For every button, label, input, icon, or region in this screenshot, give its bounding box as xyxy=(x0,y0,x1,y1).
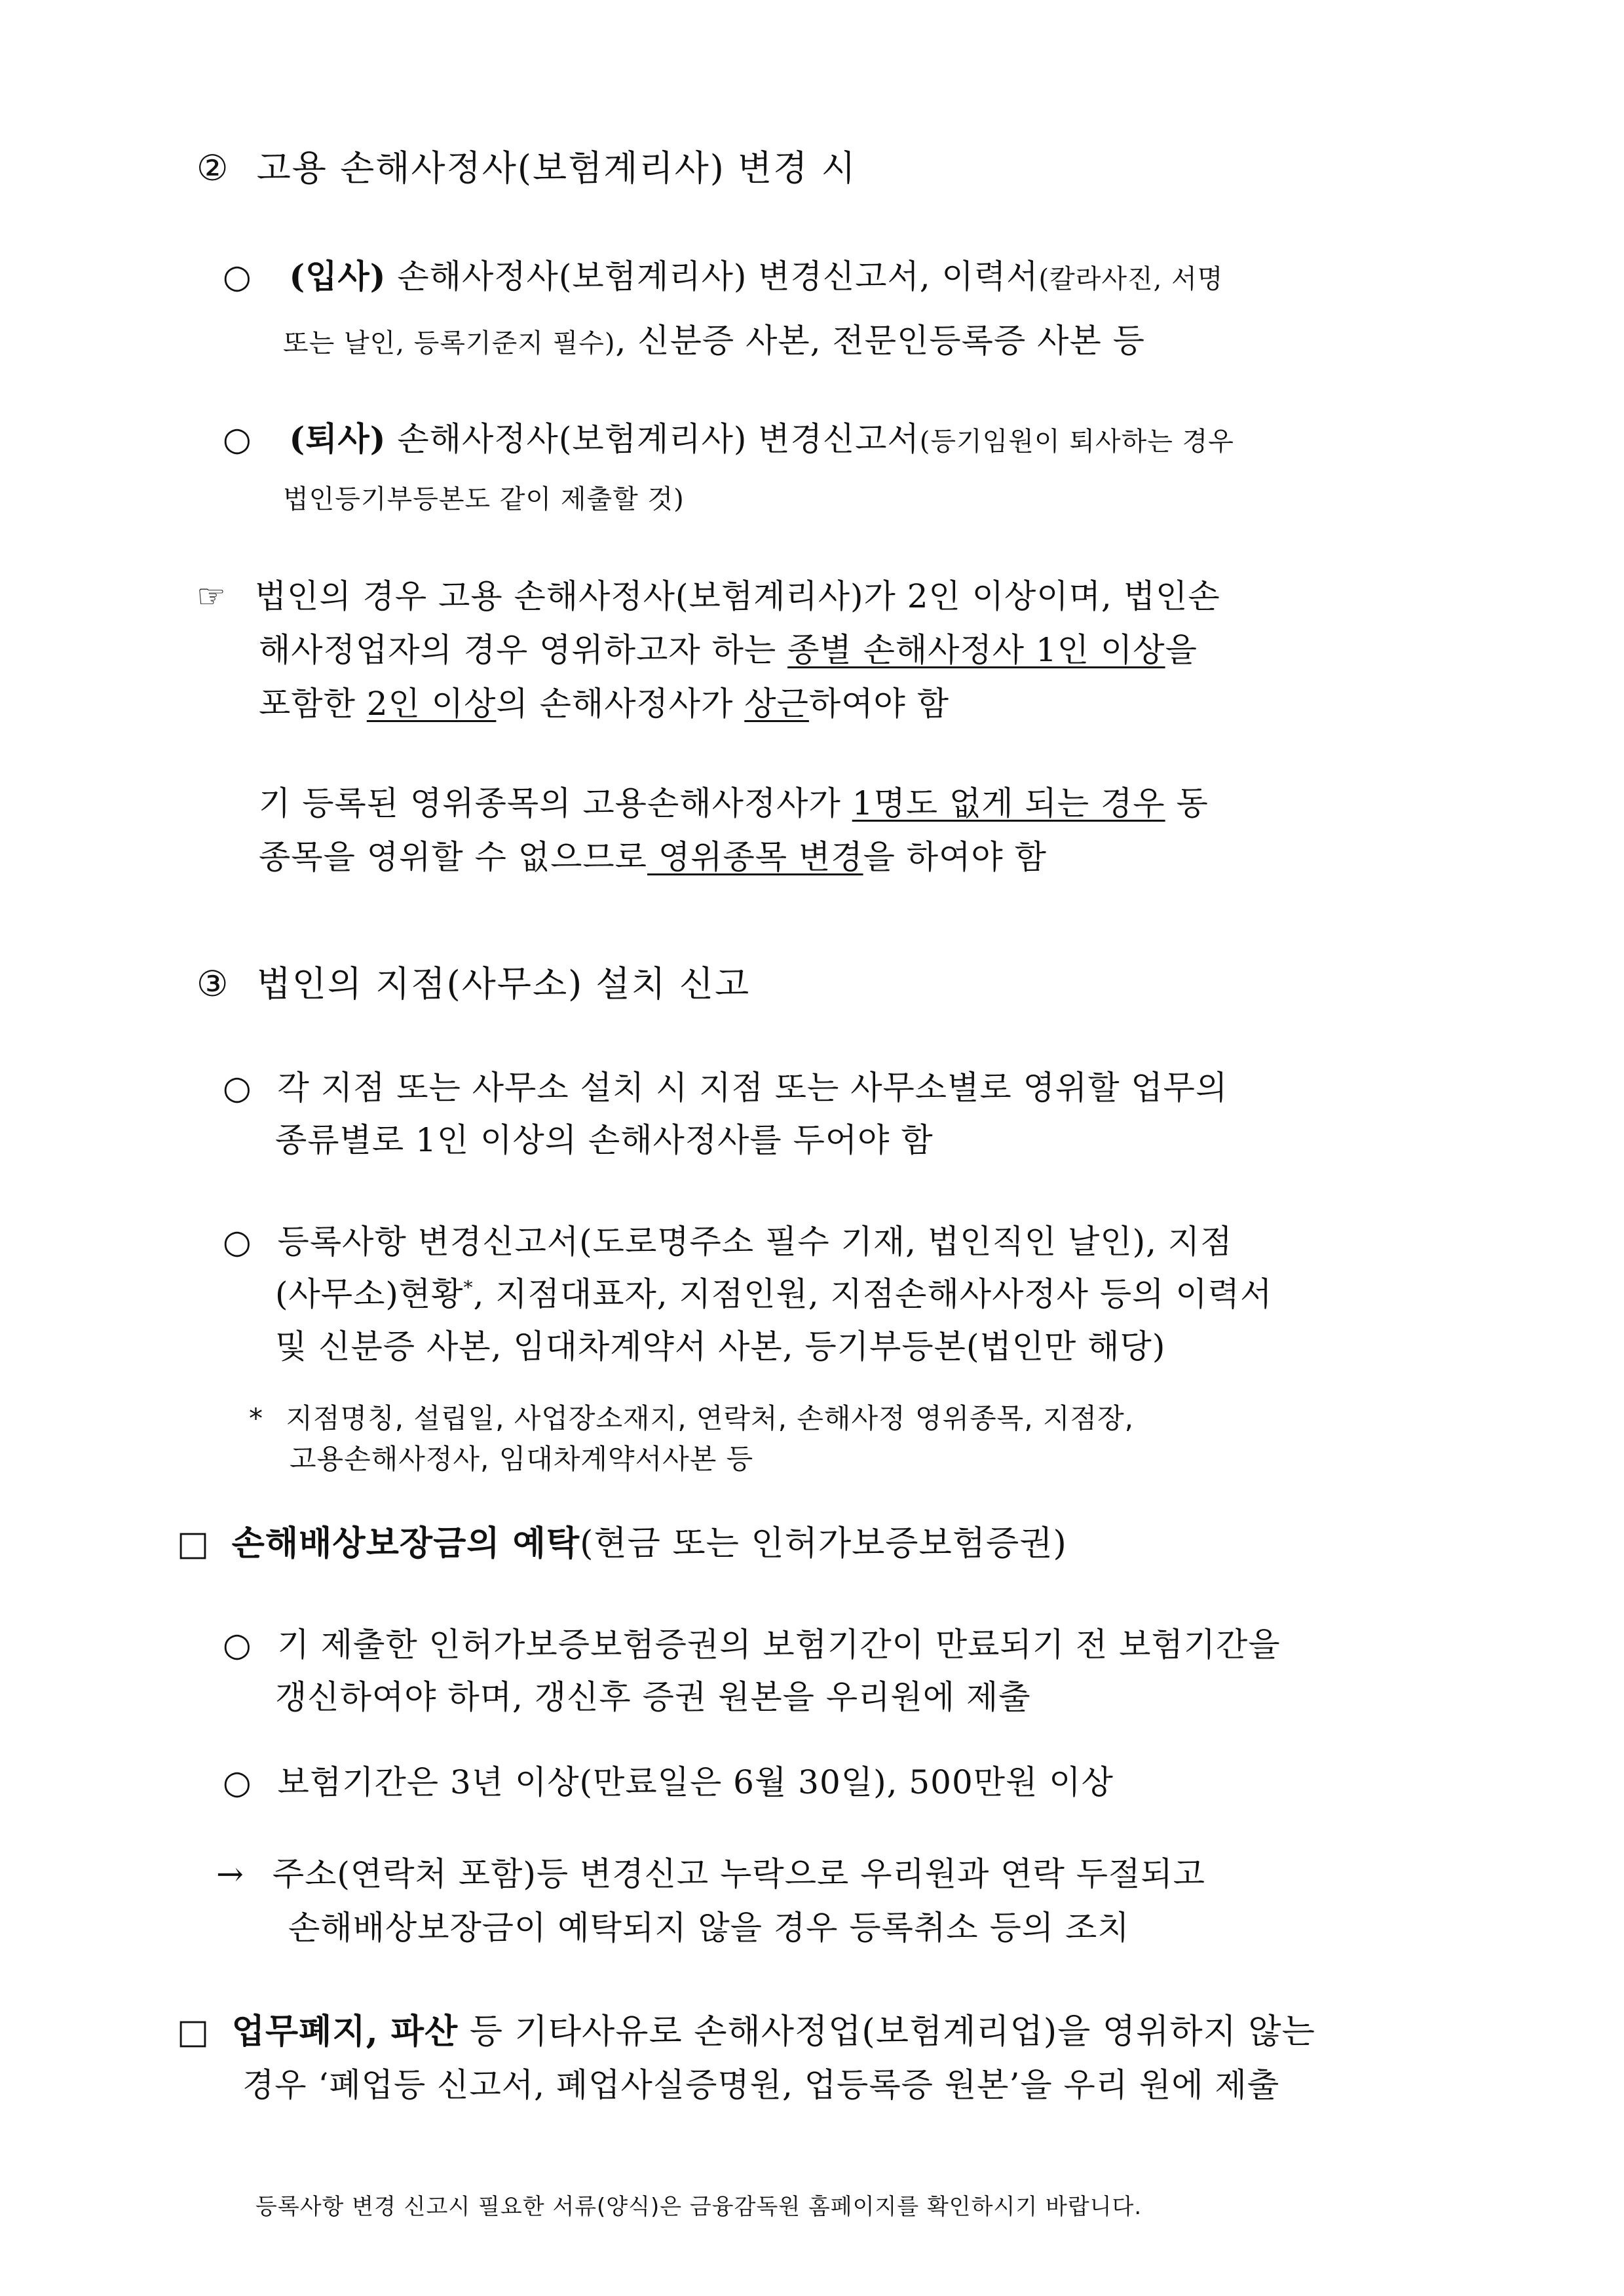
note-line-1: ☞ 법인의 경우 고용 손해사정사(보험계리사)가 2인 이상이며, 법인손 xyxy=(197,577,1220,615)
footnote-line-1: * 지점명칭, 설립일, 사업장소재지, 연락처, 손해사정 영위종목, 지점장, xyxy=(249,1402,1135,1434)
underlined-text: 종별 손해사정사 1인 이상 xyxy=(787,631,1165,669)
leave-item-line-2: 법인등기부등본도 같이 제출할 것) xyxy=(283,484,685,514)
deposit-item-2: ○ 보험기간은 3년 이상(만료일은 6월 30일), 500만원 이상 xyxy=(223,1763,1114,1801)
pointing-hand-icon: ☞ xyxy=(197,577,227,615)
underlined-text: 상근 xyxy=(744,685,809,723)
join-label: (입사) xyxy=(289,257,387,296)
section-number: ③ xyxy=(197,963,230,1004)
section-title: 고용 손해사정사(보험계리사) 변경 시 xyxy=(256,147,857,189)
branch-item-2-line-3: 및 신분증 사본, 임대차계약서 사본, 등기부등본(법인만 해당) xyxy=(275,1328,1166,1366)
checkbox-icon: □ xyxy=(177,1524,210,1563)
section-2-heading xyxy=(197,147,857,190)
asterisk: * xyxy=(249,1402,263,1434)
checkbox-icon: □ xyxy=(177,2012,210,2052)
deposit-arrow-line-2: 손해배상보장금이 예탁되지 않을 경우 등록취소 등의 조치 xyxy=(288,1909,1130,1947)
bullet: ○ xyxy=(223,1069,252,1107)
arrow-icon: → xyxy=(216,1855,244,1893)
footnote-mark: * xyxy=(463,1276,474,1299)
closure-line-1: □ 업무폐지, 파산 등 기타사유로 손해사정업(보험계리업)을 영위하지 않는 xyxy=(177,2012,1315,2052)
join-item-line-1: ○ (입사) 손해사정사(보험계리사) 변경신고서, 이력서(칼라사진, 서명 xyxy=(223,257,1224,296)
closure-line-2: 경우 ‘폐업등 신고서, 폐업사실증명원, 업등록증 원본’을 우리 원에 제출 xyxy=(242,2066,1280,2104)
bullet: ○ xyxy=(223,1626,252,1664)
section-3-heading xyxy=(197,963,750,1006)
underlined-text: 2인 이상 xyxy=(366,685,497,723)
bullet: ○ xyxy=(223,258,252,296)
deposit-heading: □ 손해배상보장금의 예탁(현금 또는 인허가보증보험증권) xyxy=(177,1523,1067,1563)
join-item-line-2: 또는 날인, 등록기준지 필수), 신분증 사본, 전문인등록증 사본 등 xyxy=(283,322,1145,360)
footnote-line-2: 고용손해사정사, 임대차계약서사본 등 xyxy=(290,1443,754,1475)
page-footer-note: 등록사항 변경 신고시 필요한 서류(양식)은 금융감독원 홈페이지를 확인하시기 바랍니다. xyxy=(255,2194,1142,2220)
bullet: ○ xyxy=(223,1763,252,1801)
note-line-5: 종목을 영위할 수 없으므로 영위종목 변경을 하여야 함 xyxy=(259,838,1047,876)
deposit-arrow-line-1: → 주소(연락처 포함)등 변경신고 누락으로 우리원과 연락 두절되고 xyxy=(216,1855,1205,1893)
note-line-4: 기 등록된 영위종목의 고용손해사정사가 1명도 없게 되는 경우 동 xyxy=(259,784,1209,822)
underlined-text: 1명도 없게 되는 경우 xyxy=(852,784,1165,822)
deposit-item-1-line-1: ○ 기 제출한 인허가보증보험증권의 보험기간이 만료되기 전 보험기간을 xyxy=(223,1626,1281,1664)
section-title: 법인의 지점(사무소) 설치 신고 xyxy=(256,963,751,1004)
deposit-item-1-line-2: 갱신하여야 하며, 갱신후 증권 원본을 우리원에 제출 xyxy=(275,1678,1031,1716)
note-line-2: 해사정업자의 경우 영위하고자 하는 종별 손해사정사 1인 이상을 xyxy=(259,631,1198,669)
branch-item-1-line-1: ○ 각 지점 또는 사무소 설치 시 지점 또는 사무소별로 영위할 업무의 xyxy=(223,1069,1228,1107)
leave-item-line-1: ○ (퇴사) 손해사정사(보험계리사) 변경신고서(등기임원이 퇴사하는 경우 xyxy=(223,419,1234,458)
branch-item-2-line-2: (사무소)현황*, 지점대표자, 지점인원, 지점손해사사정사 등의 이력서 xyxy=(275,1275,1273,1313)
underlined-text: 영위종목 변경 xyxy=(647,838,863,876)
bullet: ○ xyxy=(223,1223,252,1261)
leave-label: (퇴사) xyxy=(289,419,387,458)
bullet: ○ xyxy=(223,420,252,458)
section-number: ② xyxy=(197,147,230,189)
branch-item-1-line-2: 종류별로 1인 이상의 손해사정사를 두어야 함 xyxy=(275,1121,934,1159)
note-line-3: 포함한 2인 이상의 손해사정사가 상근하여야 함 xyxy=(259,685,949,723)
branch-item-2-line-1: ○ 등록사항 변경신고서(도로명주소 필수 기재, 법인직인 날인), 지점 xyxy=(223,1223,1233,1261)
